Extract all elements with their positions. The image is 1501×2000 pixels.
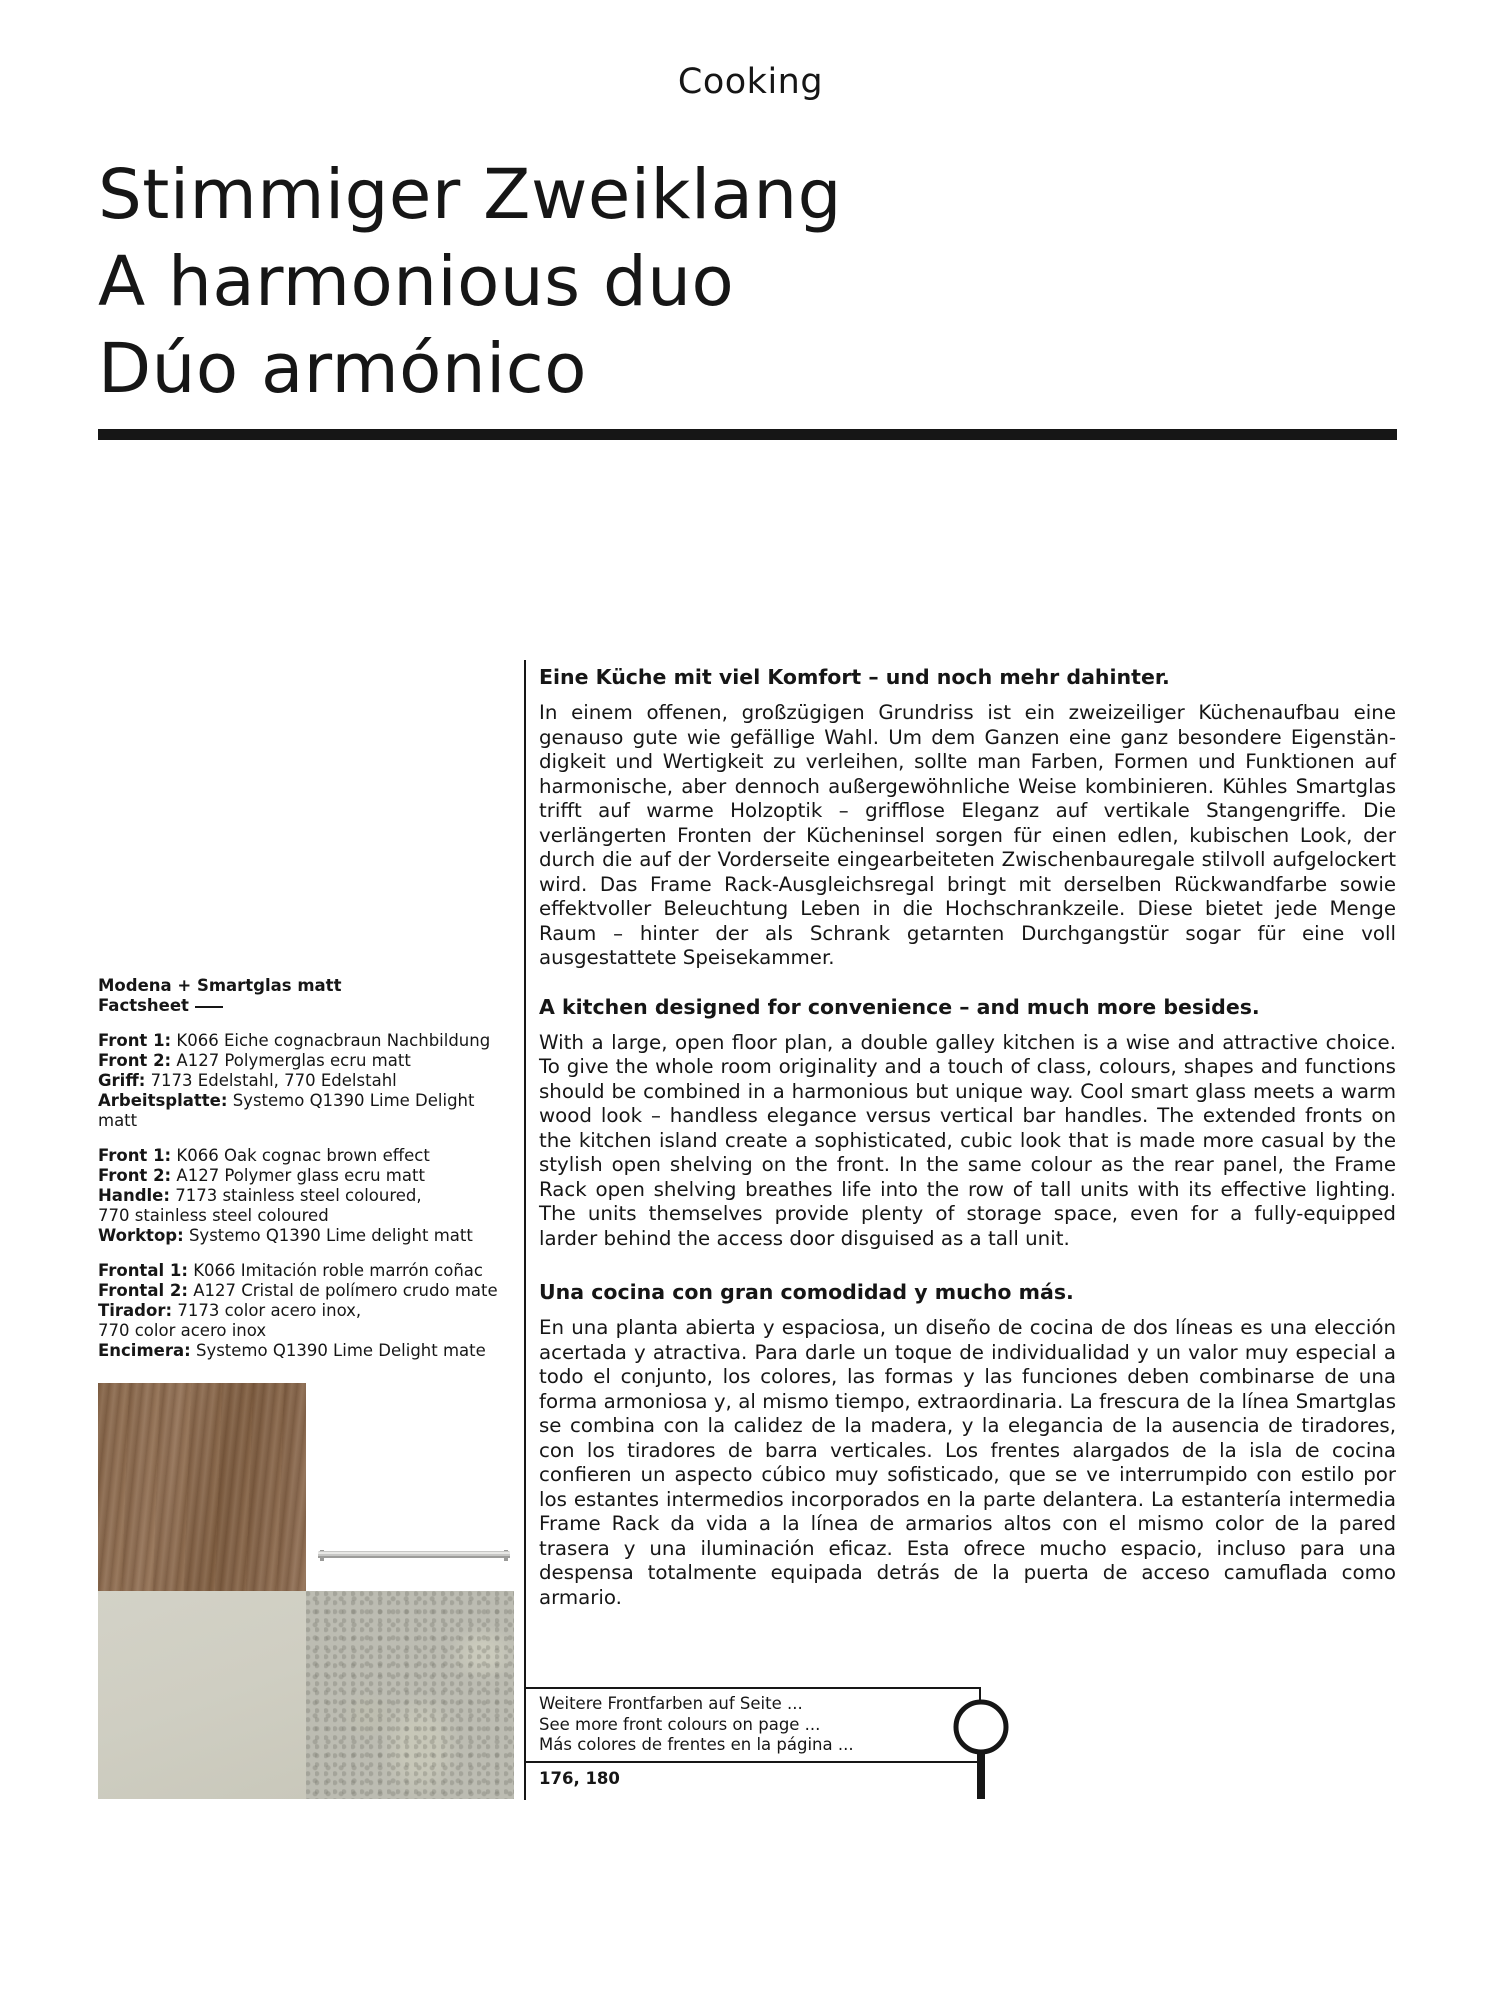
- body-text: [539, 664, 1396, 1633]
- fs-es-handle: [98, 1301, 518, 1321]
- factsheet-en: [98, 1146, 518, 1246]
- reference-divider: [526, 1761, 981, 1763]
- fs-value: A127 Polymer glass ecru matt: [176, 1166, 425, 1185]
- fs-value: Systemo Q1390 Lime delight matt: [188, 1226, 473, 1245]
- swatch-oak-cognac: [98, 1383, 306, 1591]
- reference-line-en: See more front colours on page ...: [539, 1714, 821, 1734]
- fs-label: Worktop:: [98, 1226, 184, 1245]
- fs-value: Systemo Q1390 Lime Delight mate: [195, 1341, 486, 1360]
- section-es: [539, 1279, 1396, 1610]
- magnifier-icon: [951, 1697, 1011, 1799]
- factsheet-label-text: Factsheet: [98, 996, 189, 1015]
- page-title: [98, 152, 1398, 413]
- section-body-en: With a large, open floor plan, a double galley kitchen is a wise and attractive choice. To give the whole room originality and a touch of class, colours, shapes and functions should be combined in a harmonious but unique way. Cool smart glass meets a warm wood look – handless elegance versus vertical bar handles. The extended fronts on the kitchen island create a sophisticated, cubic look that is made more casual by the stylish open shelving on the front. In the same colour as the rear panel, the Frame Rack open shelving breathes life into the row of tall units with its effective lighting. The units themselves provide plenty of storage space, even for a fully-equipped larder behind the access door disguised as a tall unit.: [539, 1030, 1396, 1250]
- factsheet: [98, 976, 518, 1361]
- fs-en-worktop: [98, 1226, 518, 1246]
- column-divider: [524, 660, 526, 1800]
- title-divider: [98, 429, 1397, 440]
- fs-value: K066 Imitación roble marrón coñac: [193, 1261, 483, 1280]
- fs-label: Tirador:: [98, 1301, 173, 1320]
- reference-line-es: Más colores de frentes en la página ...: [539, 1735, 854, 1754]
- title-line-de: Stimmiger Zweiklang: [98, 155, 842, 235]
- reference-line-de: Weitere Frontfarben auf Seite ...: [539, 1694, 803, 1713]
- factsheet-de: [98, 1031, 518, 1131]
- title-line-es: Dúo armónico: [98, 329, 587, 409]
- section-de: [539, 664, 1396, 971]
- fs-es-front2: [98, 1281, 518, 1301]
- fs-value: A127 Polymerglas ecru matt: [176, 1051, 411, 1070]
- fs-value: A127 Cristal de polímero crudo mate: [193, 1281, 498, 1300]
- section-heading-de: Eine Küche mit viel Komfort – und noch mehr dahinter.: [539, 665, 1170, 689]
- factsheet-model: Modena + Smartglas matt: [98, 976, 342, 995]
- fs-label: Front 1:: [98, 1146, 172, 1165]
- fs-en-front1: [98, 1146, 518, 1166]
- section-heading-en: A kitchen designed for convenience – and much more besides.: [539, 994, 1260, 1019]
- factsheet-es: [98, 1261, 518, 1361]
- fs-es-front1: [98, 1261, 518, 1281]
- swatch-polymer-glass-ecru: [98, 1591, 306, 1799]
- bar-handle-sample: [318, 1547, 510, 1563]
- fs-value: Systemo Q1390 Lime Delight matt: [98, 1091, 475, 1130]
- fs-de-front2: [98, 1051, 518, 1071]
- dash-line: [195, 1006, 223, 1008]
- fs-en-handle: [98, 1186, 518, 1206]
- fs-label: Arbeitsplatte:: [98, 1091, 228, 1110]
- fs-de-front1: [98, 1031, 518, 1051]
- section-en: [539, 994, 1396, 1252]
- fs-value: 7173 Edelstahl, 770 Edelstahl: [150, 1071, 397, 1090]
- section-label: Cooking: [677, 62, 824, 102]
- fs-de-worktop: [98, 1091, 518, 1131]
- fs-label: Handle:: [98, 1186, 170, 1205]
- section-body-de: In einem offenen, großzügigen Grundriss ist ein zweizeiliger Küchenaufbau eine genauso gute wie gefällige Wahl. Um dem Ganzen eine ganz besondere Eigenständigkeit und Wertigkeit zu verleihen, sollte man Farben, Formen und Funktionen auf harmonische, aber dennoch außergewöhnliche Weise kombinieren. Kühles Smartglas trifft auf warme Holzoptik – grifflose Eleganz auf vertikale Stangengriffe. Die verlängerten Fronten der Kücheninsel sorgen für einen edlen, kubischen Look, der durch die auf der Vorderseite eingearbeiteten Zwischenbauregale stilvoll aufgelockert wird. Das Frame Rack-Ausgleichsregal bringt mit derselben Rückwandfarbe sowie effektvoller Beleuchtung Leben in die Hochschrankzeile. Diese bietet jede Menge Raum – hinter der als Schrank getarnten Durchgangstür sogar für eine voll ausgestattete Speisekammer.: [539, 701, 1396, 969]
- reference-pages: 176, 180: [539, 1769, 620, 1788]
- section-body-es: En una planta abierta y espaciosa, un diseño de cocina de dos líneas es una elección acertada y atractiva. Para darle un toque de individualidad y un valor muy especial a todo el conjunto, los colores, las formas y las funciones deben combinarse de una forma armoniosa y, al mismo tiempo, extraordinaria. La frescura de la línea Smartglas se combina con la calidez de la madera, y la elegancia de la ausencia de tiradores, con los tiradores de barra verticales. Los frentes alargados de la isla de cocina confieren un aspecto cúbico muy sofisticado, que se ve interrumpido con estilo por los estantes intermedios incorporados en la parte delantera. La estantería intermedia Frame Rack da vida a la línea de armarios altos con el mismo color de la pared trasera y una iluminación eficaz. Esta ofrece mucho espacio, incluso para una despensa totalmente equipada detrás de la puerta de acceso camuflada como armario.: [539, 1316, 1396, 1609]
- title-line-en: A harmonious duo: [98, 242, 735, 322]
- fs-es-handle-2: 770 color acero inox: [98, 1321, 267, 1340]
- fs-de-handle: [98, 1071, 518, 1091]
- fs-label: Frontal 2:: [98, 1281, 188, 1300]
- fs-value: K066 Oak cognac brown effect: [176, 1146, 430, 1165]
- fs-value: 7173 stainless steel coloured,: [175, 1186, 422, 1205]
- fs-label: Frontal 1:: [98, 1261, 188, 1280]
- section-heading-es: Una cocina con gran comodidad y mucho más.: [539, 1280, 1074, 1304]
- factsheet-label: [98, 996, 518, 1016]
- fs-label: Front 1:: [98, 1031, 172, 1050]
- fs-label: Front 2:: [98, 1166, 172, 1185]
- reference-text: [539, 1694, 979, 1756]
- fs-value: 7173 color acero inox,: [177, 1301, 362, 1320]
- fs-label: Front 2:: [98, 1051, 172, 1070]
- fs-label: Encimera:: [98, 1341, 191, 1360]
- fs-en-handle-2: 770 stainless steel coloured: [98, 1206, 329, 1225]
- swatch-lime-delight-worktop: [306, 1591, 514, 1799]
- fs-value: K066 Eiche cognacbraun Nachbildung: [176, 1031, 491, 1050]
- fs-label: Griff:: [98, 1071, 146, 1090]
- fs-en-front2: [98, 1166, 518, 1186]
- fs-es-worktop: [98, 1341, 518, 1361]
